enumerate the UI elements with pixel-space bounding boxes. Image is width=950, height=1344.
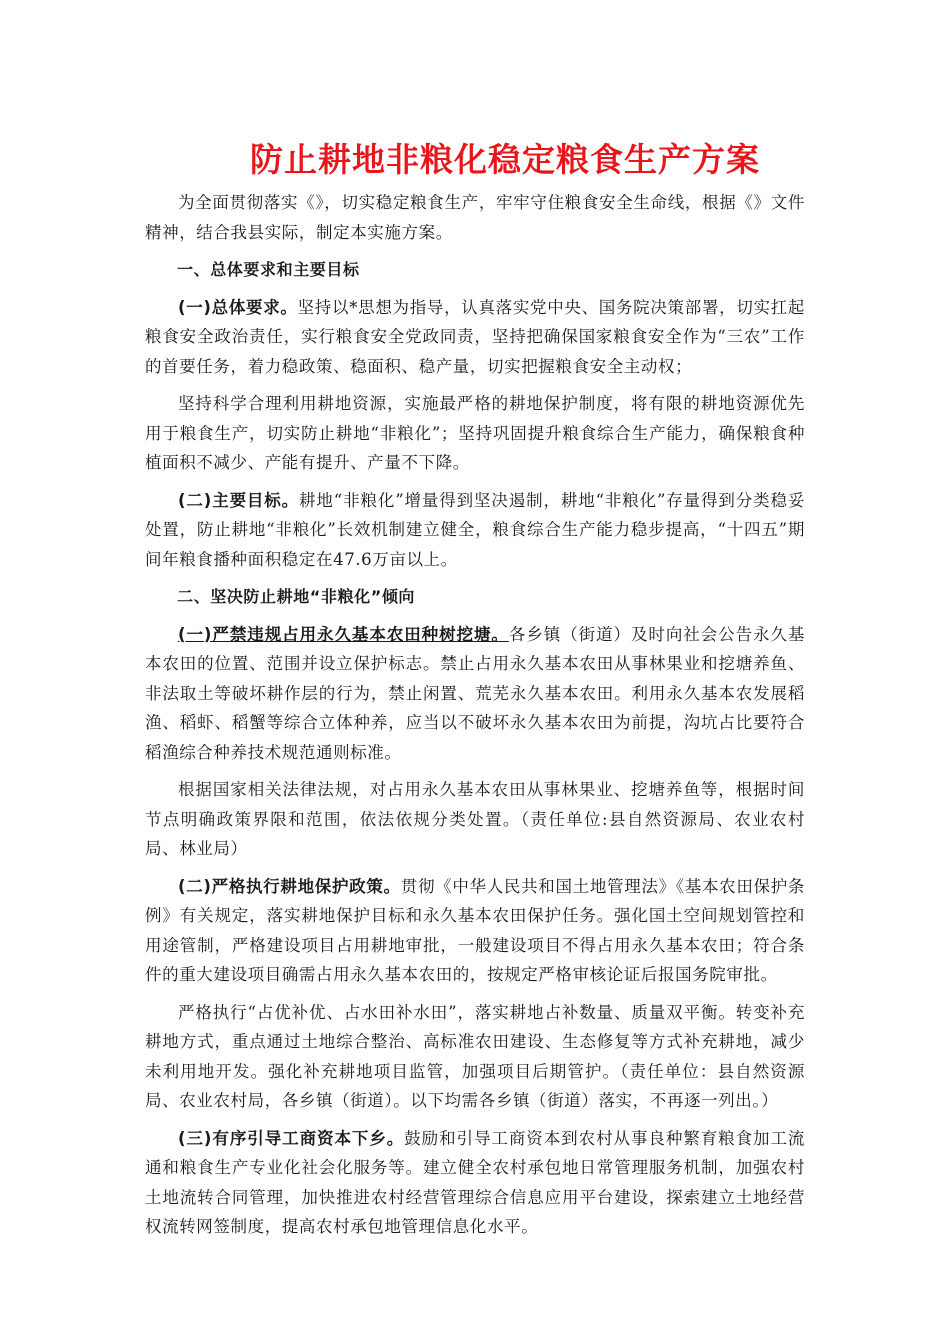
paragraph-lead: (三)有序引导工商资本下乡。 [178,1128,405,1148]
paragraph-protection-policy [145,872,805,990]
paragraph-industrial-capital [145,1124,805,1242]
paragraph-legal-disposal: 根据国家相关法律法规，对占用永久基本农田从事林果业、挖塘养鱼等，根据时间节点明确政策界限和范围，依法依规分类处置。（责任单位:县自然资源局、农业农村局、林业局） [145,780,805,858]
paragraph-lead: (二)主要目标。 [178,490,300,510]
paragraph-text: 鼓励和引导工商资本到农村从事良种繁育粮食加工流通和粮食生产专业化社会化服务等。建立健全农村承包地日常管理服务机制，加强农村土地流转合同管理，加快推进农村经营管理综合信息应用平台建设，探索建立土地经营权流转网签制度，提高农村承包地管理信息化水平。 [145,1128,805,1236]
paragraph-farmland-resources: 坚持科学合理利用耕地资源，实施最严格的耕地保护制度，将有限的耕地资源优先用于粮食生产，切实防止耕地“非粮化”；坚持巩固提升粮食综合生产能力，确保粮食种植面积不减少、产能有提升、产量不下降。 [145,394,805,472]
paragraph-text: 坚持以*思想为指导，认真落实党中央、国务院决策部署，切实扛起粮食安全政治责任，实行粮食安全党政同责，坚持把确保国家粮食安全作为“三农”工作的首要任务，着力稳政策、稳面积、稳产量，切实把握粮食安全主动权； [145,297,805,376]
paragraph-text: 各乡镇（街道）及时向社会公告永久基本农田的位置、范围并设立保护标志。禁止占用永久基本农田从事林果业和挖塘养鱼、非法取土等破坏耕作层的行为，禁止闲置、荒芜永久基本农田。利用永久基本农发展稻渔、稻虾、稻蟹等综合立体种养，应当以不破坏永久基本农田为前提，沟坑占比要符合稻渔综合种养技术规范通则标准。 [145,624,805,762]
section-heading-2: 二、坚决防止耕地“非粮化”倾向 [177,587,416,606]
paragraph-text: 贯彻《中华人民共和国土地管理法》《基本农田保护条例》有关规定，落实耕地保护目标和永久基本农田保护任务。强化国土空间规划管控和用途管制，严格建设项目占用耕地审批，一般建设项目不得占用永久基本农田；符合条件的重大建设项目确需占用永久基本农田的，按规定严格审核论证后报国务院审批。 [145,876,806,984]
paragraph-text: 耕地“非粮化”增量得到坚决遏制，耕地“非粮化”存量得到分类稳妥处置，防止耕地“非粮化”长效机制建立健全，粮食综合生产能力稳步提高，“十四五”期间年粮食播种面积稳定在47.6万亩以上。 [145,490,805,569]
paragraph-prohibit-tree-planting [145,620,805,768]
paragraph-general-requirements [145,293,805,382]
section-heading-1: 一、总体要求和主要目标 [177,260,360,279]
document-title: 防止耕地非粮化稳定粮食生产方案 [250,140,760,179]
document-body [145,188,805,1242]
paragraph-balance-compensation: 严格执行“占优补优、占水田补水田”，落实耕地占补数量、质量双平衡。转变补充耕地方式，重点通过土地综合整治、高标准农田建设、生态修复等方式补充耕地，减少未利用地开发。强化补充耕地项目监管，加强项目后期管护。（责任单位：县自然资源局、农业农村局，各乡镇（街道）。以下均需各乡镇（街道）落实，不再逐一列出。） [145,1002,805,1110]
paragraph-lead: (一)总体要求。 [178,297,298,317]
paragraph-main-targets [145,486,805,575]
intro-paragraph: 为全面贯彻落实《》，切实稳定粮食生产，牢牢守住粮食安全生命线，根据《》文件精神，结合我县实际，制定本实施方案。 [145,193,805,242]
paragraph-lead: (一)严禁违规占用永久基本农田种树挖塘。 [178,624,509,644]
paragraph-lead: (二)严格执行耕地保护政策。 [178,876,401,896]
